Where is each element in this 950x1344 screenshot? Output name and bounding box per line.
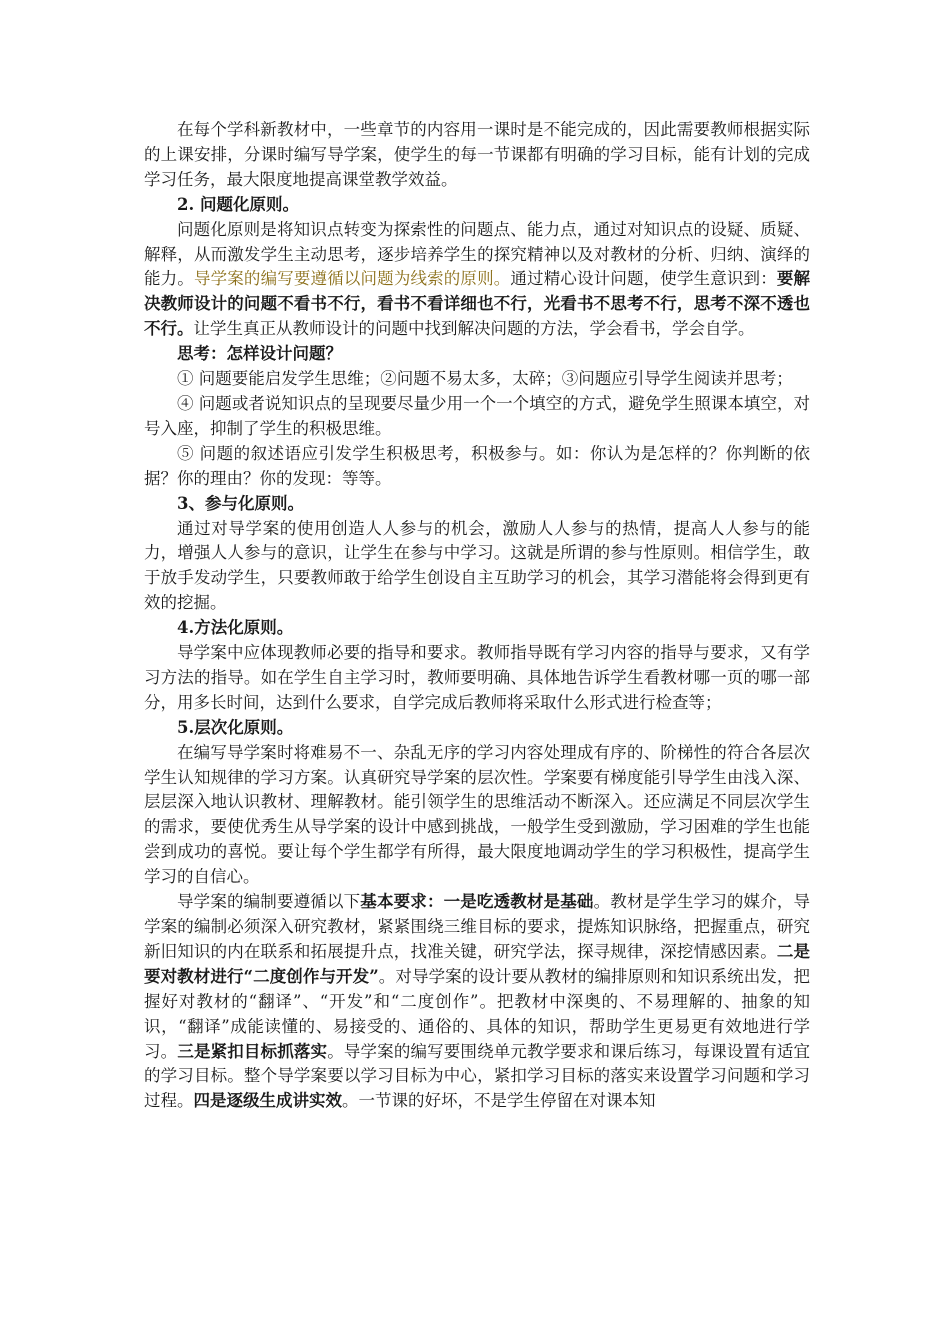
text-span: 问题化原则是将知识点转变为探索性的问题点、能力点，通过对知识点的设疑、质疑、解释，从而激发学生主动思考，逐步培养学生的探究精神以及对教材的分析、归纳、演绎的能力。: [144, 219, 810, 289]
text-span: 让学生真正从教师设计的问题中找到解决问题的方法，学会看书，学会自学。: [193, 319, 755, 339]
paragraph-requirements: [144, 890, 810, 1114]
list-item-q4: ④ 问题或者说知识点的呈现要尽量少用一个一个填空的方式，避免学生照课本填空，对号入座，抑制了学生的积极思维。: [144, 393, 810, 438]
text-span: 。导学案的编写要围绕单元教学要求和课后练习，每课设置有适宜的学习目标。整个导学案要以学习目标为中心，紧扣学习目标的落实来设置学习问题和学习过程。: [144, 1041, 811, 1111]
text-span: 。一节课的好坏，不是学生停留在对课本知: [342, 1091, 656, 1111]
text-span: 导学案的编制要遵循以下: [177, 892, 361, 912]
text-span: 。教材是学生学习的媒介，导学案的编制必须深入研究教材，紧紧围绕三维目标的要求，提炼知识脉络，把握重点，研究新旧知识的内在联系和拓展提升点，找准关键，研究学法，探寻规律，深挖情感因素。: [144, 892, 811, 961]
list-item-q1-3: ① 问题要能启发学生思维；②问题不易太多，太碎；③问题应引导学生阅读并思考；: [177, 369, 793, 389]
heading-think: 思考：怎样设计问题？: [177, 344, 342, 364]
paragraph-participation: 通过对导学案的使用创造人人参与的机会，激励人人参与的热情，提高人人参与的能力，增强人人参与的意识，让学生在参与中学习。这就是所谓的参与性原则。相信学生，敢于放手发动学生，只要教师敢于给学生创设自主互助学习的机会，其学习潜能将会得到更有效的挖掘。: [144, 518, 810, 613]
paragraph-problem-principle: [144, 218, 810, 343]
bold-text: 要解决教师设计的问题不看书不行，看书不看详细也不行，光看书不思考不行，思考不深不透也不行。: [144, 269, 811, 339]
list-item-q5: ⑤ 问题的叙述语应引发学生积极思考，积极参与。如：你认为是怎样的？你判断的依据？你的理由？你的发现：等等。: [144, 443, 810, 488]
bold-text: 四是逐级生成讲实效: [193, 1091, 342, 1111]
document-body: [144, 118, 810, 1114]
heading-method-principle: 4.方法化原则。: [177, 618, 294, 638]
text-span: 通过精心设计问题，使学生意识到：: [510, 269, 777, 289]
highlighted-text: 导学案的编写要遵循以问题为线索的原则。: [193, 269, 511, 289]
paragraph-intro: 在每个学科新教材中，一些章节的内容用一课时是不能完成的，因此需要教师根据实际的上课安排，分课时编写导学案，使学生的每一节课都有明确的学习目标，能有计划的完成学习任务，最大限度地提高课堂教学效益。: [144, 120, 810, 189]
bold-text: 基本要求：一是吃透教材是基础: [360, 892, 594, 912]
heading-level-principle: 5.层次化原则。: [177, 717, 294, 737]
text-span: 。对导学案的设计要从教材的编排原则和知识系统出发，把握好对教材的“翻译”、“开发”和“二度创作”。把教材中深奥的、不易理解的、抽象的知识，“翻译”成能读懂的、易接受的、通俗的、具体的知识，帮助学生更易更有效地进行学习。: [144, 966, 811, 1061]
heading-problem-principle: 2. 问题化原则。: [177, 194, 299, 214]
paragraph-level: 在编写导学案时将难易不一、杂乱无序的学习内容处理成有序的、阶梯性的符合各层次学生认知规律的学习方案。认真研究导学案的层次性。学案要有梯度能引导学生由浅入深、层层深入地认识教材、理解教材。能引领学生的思维活动不断深入。还应满足不同层次学生的需求，要使优秀生从导学案的设计中感到挑战，一般学生受到激励，学习困难的学生也能尝到成功的喜悦。要让每个学生都学有所得，最大限度地调动学生的学习积极性，提高学生学习的自信心。: [144, 742, 810, 887]
heading-participation-principle: 3、参与化原则。: [177, 493, 304, 513]
paragraph-method: 导学案中应体现教师必要的指导和要求。教师指导既有学习内容的指导与要求，又有学习方法的指导。如在学生自主学习时，教师要明确、具体地告诉学生看教材哪一页的哪一部分，用多长时间，达到什么要求，自学完成后教师将采取什么形式进行检查等；: [144, 643, 810, 712]
bold-text: 三是紧扣目标抓落实: [177, 1041, 328, 1061]
bold-text: 二是要对教材进行“二度创作与开发”: [144, 941, 811, 986]
